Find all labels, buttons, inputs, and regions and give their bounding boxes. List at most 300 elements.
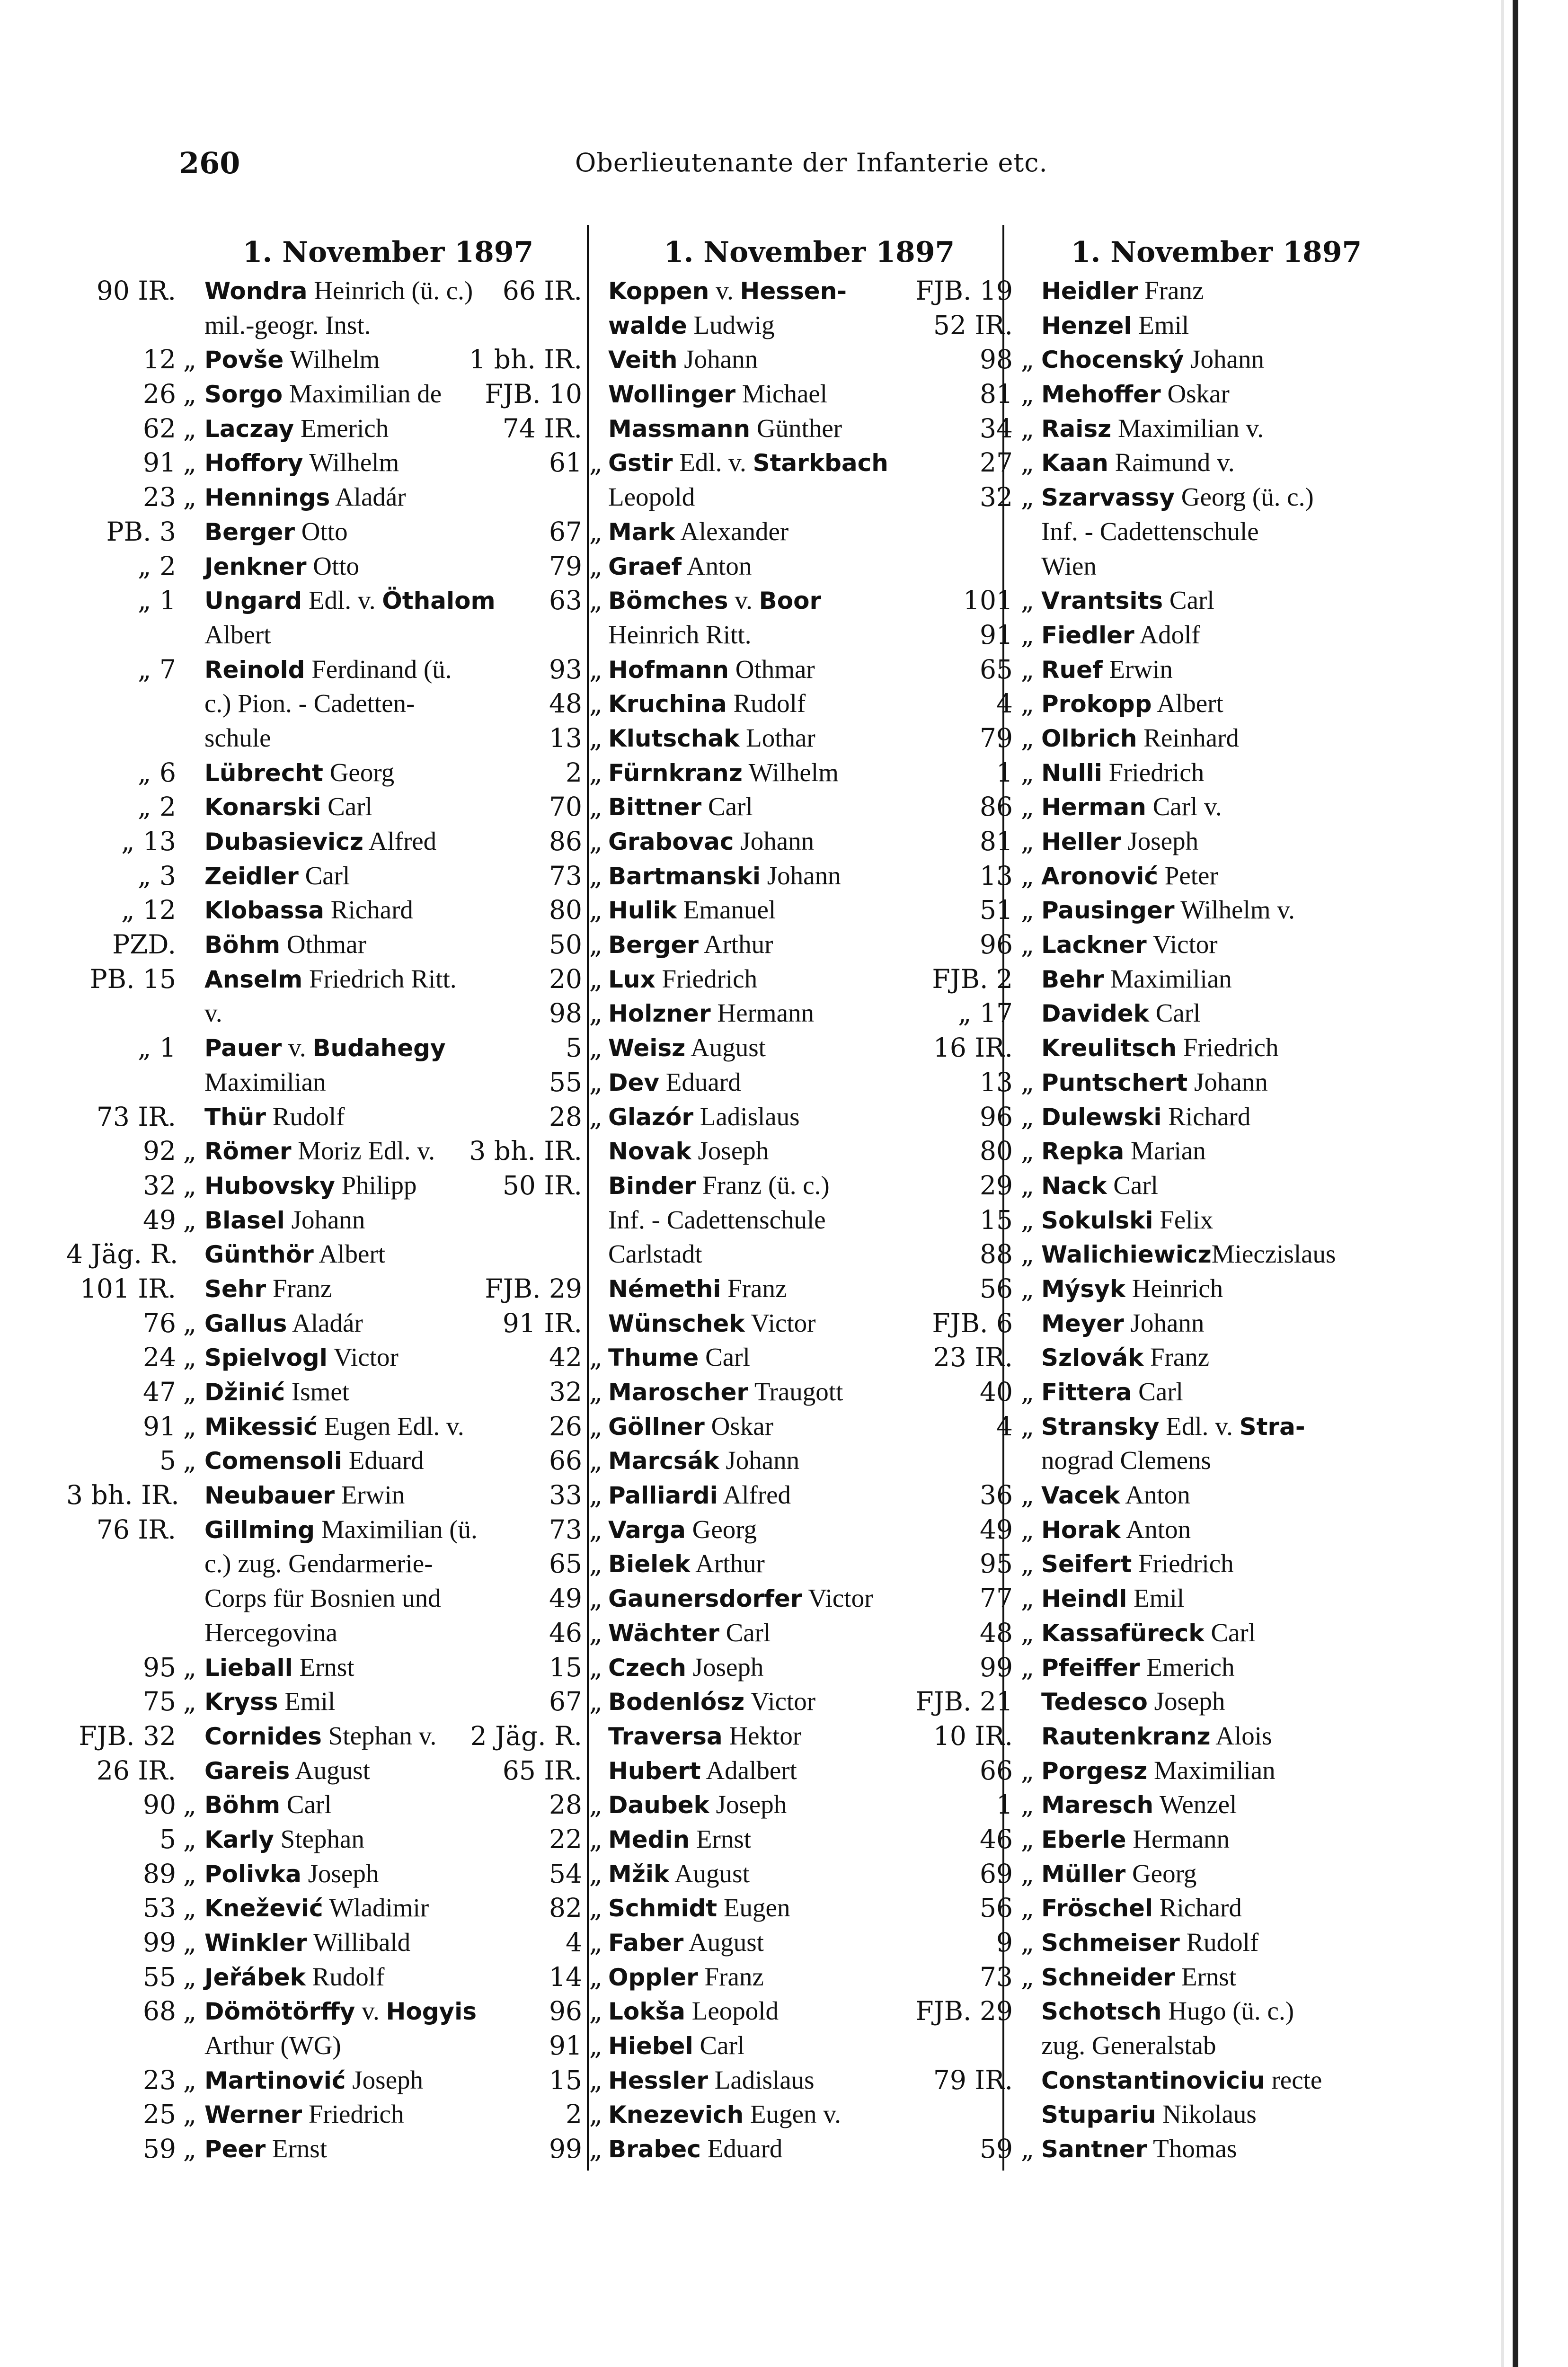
unit-label: 25 [143,2099,176,2130]
scan-edge-border [1513,0,1518,2367]
ditto-mark: „ [589,447,603,478]
unit-label: 4 [566,1927,582,1958]
surname: Müller [1041,1860,1126,1888]
list-item [895,1031,1505,1065]
list-item [895,1065,1505,1100]
unit-label: 4 [996,688,1013,719]
surname: Gallus [204,1309,287,1337]
entry-text [1041,411,1264,446]
entry-text [608,824,814,859]
entry-text [1041,377,1230,412]
unit-label: 49 [143,1204,176,1235]
surname: Heller [1041,828,1121,855]
entry-text [608,1203,826,1238]
unit-label: 32 [980,482,1013,513]
unit-label: 23 IR. [933,1342,1013,1373]
entry-text [1041,1203,1213,1238]
ditto-mark: „ [589,688,603,719]
unit-label: 81 [980,379,1013,409]
ditto-mark: „ [1020,379,1035,409]
unit-label: 89 [143,1858,176,1889]
list-item [895,1340,1505,1375]
unit-label: 73 [980,1961,1013,1992]
given-names: Johann [284,1205,365,1234]
entry-text [608,583,821,618]
given-names: v. [204,998,222,1028]
given-names: Friedrich [1177,1033,1279,1062]
list-item [895,1960,1505,1994]
surname: Džinić [204,1379,285,1406]
given-names: Reinhard [1137,723,1239,752]
surname: Rautenkranz [1041,1722,1211,1750]
ditto-mark: „ [183,1893,197,1923]
given-names: Moriz Edl. v. [291,1136,435,1166]
surname: Jenkner [204,552,307,580]
ditto-mark: „ [589,1927,603,1958]
surname: Heidler [1041,277,1138,305]
list-item [895,1513,1505,1547]
surname: Lieball [204,1654,293,1682]
unit-label: 27 [980,447,1013,478]
list-item [895,1994,1505,2029]
ditto-mark: „ [1020,1961,1035,1992]
given-names: Emerich [1140,1652,1235,1682]
given-names: Peter [1158,861,1218,890]
list-item [895,996,1505,1031]
given-names: Eduard [342,1446,424,1475]
surname: Martinović [204,2066,346,2094]
surname: Wollinger [608,381,736,409]
entry-text [608,1994,779,2029]
given-names: v. [728,586,759,615]
ditto-mark: „ [1020,1480,1035,1511]
ditto-mark: „ [183,482,197,513]
surname: Hofmann [608,656,729,684]
surname: Pauer [204,1034,282,1062]
ditto-mark: „ [589,895,603,925]
ditto-mark: „ [589,1961,603,1992]
predicate-name: Stra- [1239,1413,1305,1441]
surname: Bielek [608,1550,691,1578]
given-names: Ferdinand (ü. [305,654,452,684]
entry-text [1041,1925,1258,1960]
list-item [895,686,1505,721]
surname: Némethi [608,1275,721,1303]
unit-label: 99 [143,1927,176,1958]
unit-label: 33 [549,1480,582,1511]
given-names: Heinrich [1125,1273,1223,1303]
surname: Hulik [608,897,677,925]
ditto-mark: „ [589,757,603,788]
entry-text [204,686,415,721]
given-names: Franz [721,1273,787,1303]
ditto-mark: „ [589,1893,603,1923]
unit-label: 79 IR. [933,2064,1013,2095]
entry-text [608,2029,744,2064]
ditto-mark: „ [589,1858,603,1889]
entry-text [608,652,815,687]
given-names: Anton [682,551,752,580]
given-names: Eugen [717,1893,790,1922]
entry-text [204,2063,423,2098]
ditto-mark: „ [589,1342,603,1373]
entry-text [1041,1857,1196,1892]
surname: Fittera [1041,1379,1132,1406]
given-names: Ernst [266,2134,327,2163]
unit-label: 88 [980,1239,1013,1270]
entry-text [1041,859,1218,894]
unit-label: 70 [549,792,582,822]
entry-text [204,1306,363,1341]
ditto-mark: „ [1020,413,1035,444]
entry-text [608,1857,750,1892]
entry-text [1041,549,1097,584]
list-item [895,480,1505,515]
given-names: Carl [298,861,350,890]
unit-label: 96 [980,929,1013,960]
list-item [895,859,1505,893]
unit-label: FJB. 2 [932,963,1013,994]
unit-label: 26 [143,379,176,409]
surname: Wächter [608,1619,719,1647]
unit-label: FJB. 19 [915,276,1013,306]
given-names: Emil [1127,1584,1185,1613]
unit-label: 66 IR. [502,276,582,306]
surname: Fröschel [1041,1895,1153,1922]
unit-label: PB. 3 [106,516,176,547]
entry-text [608,1684,815,1719]
entry-text [1041,1237,1336,1272]
unit-label: 2 [566,2099,582,2130]
ditto-mark: „ [589,1548,603,1579]
ditto-mark: „ [183,1411,197,1442]
unit-label: 91 IR. [502,1308,582,1338]
unit-label: 24 [143,1342,176,1373]
ditto-mark: „ [1020,1617,1035,1648]
entry-text [1041,342,1264,377]
surname: Dubasievicz [204,828,363,855]
entry-text [1041,445,1235,481]
given-names: Wilhelm [283,345,380,374]
entry-text [204,721,271,756]
entry-text [1041,1100,1250,1135]
predicate-name: Öthalom [382,587,496,615]
given-names: mil.-geogr. Inst. [204,310,371,339]
ditto-mark: „ [589,826,603,856]
entry-text [608,1065,741,1100]
unit-label: 28 [549,1789,582,1820]
entry-text [608,1478,791,1513]
unit-label: 3 bh. IR. [469,1136,582,1166]
entry-text [204,2097,404,2132]
entry-text [1041,824,1198,859]
unit-label: FJB. 10 [485,379,582,409]
entry-text [608,515,788,550]
unit-label: 23 [143,482,176,513]
list-item [895,342,1505,377]
ditto-mark: „ [183,1377,197,1407]
list-item [895,1134,1505,1168]
surname: Zeidler [204,862,299,890]
unit-label: 56 [980,1273,1013,1304]
unit-label: 91 [980,619,1013,650]
unit-label: 5 [566,1032,582,1063]
ditto-mark: „ [589,1445,603,1476]
unit-label: 73 IR. [96,1101,176,1132]
surname: Marcsák [608,1447,719,1475]
ditto-mark: „ [589,722,603,753]
surname: Lokša [608,1998,685,2026]
surname: Fürnkranz [608,759,743,787]
list-item [895,1375,1505,1409]
predicate-name: Starkbach [753,449,888,477]
given-names: Johann [719,1446,800,1475]
unit-label: 54 [549,1858,582,1889]
unit-label: 76 [143,1308,176,1338]
given-names: Felix [1153,1205,1214,1234]
list-item [895,2097,1505,2132]
entry-text [1041,996,1200,1031]
ditto-mark: „ [589,1514,603,1545]
ditto-mark: „ [1020,1204,1035,1235]
entry-text [1041,1168,1158,1203]
surname: Stupariu [1041,2101,1156,2129]
given-names: Maximilian v. [1111,413,1264,443]
surname: Thume [608,1344,699,1372]
entry-text [204,1960,384,1995]
entry-text [608,1513,757,1548]
given-names: Friedrich [1102,757,1205,787]
unit-label: 40 [980,1377,1013,1407]
ditto-mark: „ [589,1377,603,1407]
unit-label: 13 [549,722,582,753]
surname: Ruef [1041,656,1103,684]
entry-text [204,377,442,412]
unit-label: PB. 15 [89,963,176,994]
ditto-mark: „ [589,551,603,581]
surname: Pausinger [1041,897,1175,925]
surname: Nack [1041,1172,1107,1200]
list-item [895,2063,1505,2098]
unit-label: 55 [143,1961,176,1992]
ditto-mark: „ [183,1927,197,1958]
ditto-mark: „ [1020,1411,1035,1442]
list-item [895,308,1505,343]
given-names: Joseph [691,1136,769,1166]
given-names: Maximilian [1147,1755,1276,1785]
unit-label: 46 [980,1824,1013,1854]
surname: Sokulski [1041,1206,1153,1234]
unit-label: 23 [143,2064,176,2095]
entry-text [1041,1753,1276,1789]
given-names: Arthur [699,930,773,959]
entry-text [204,515,348,550]
ditto-mark: „ [183,1686,197,1717]
ditto-mark: „ [589,2064,603,2095]
unit-label: 34 [980,413,1013,444]
given-names: Joseph [686,1652,764,1682]
surname: Bittner [608,793,702,821]
surname: Blasel [204,1206,285,1234]
surname: Stransky [1041,1413,1160,1441]
surname: Herman [1041,793,1146,821]
entry-text [1041,1375,1183,1410]
unit-label: 13 [980,860,1013,891]
surname: Repka [1041,1138,1125,1166]
entry-text [204,756,394,791]
unit-label: 26 [549,1411,582,1442]
surname: Glazór [608,1103,694,1131]
list-item [895,1443,1505,1478]
ditto-mark: „ [589,2030,603,2061]
entry-text [1041,686,1223,721]
given-names: Thomas [1147,2134,1237,2163]
ditto-mark: „ [1020,1514,1035,1545]
unit-label: 65 [549,1548,582,1579]
given-names: Maximilian [1104,964,1232,993]
ditto-mark: „ [183,379,197,409]
given-names: Nikolaus [1156,2100,1257,2129]
surname: Nulli [1041,759,1102,787]
unit-label: 1 [996,1789,1013,1820]
given-names: August [669,1859,750,1888]
entry-text [204,1547,433,1582]
given-names: Maximilian (ü. [315,1514,478,1544]
entry-text [608,1719,801,1754]
given-names: Albert [1152,689,1223,718]
surname: Sorgo [204,381,283,409]
list-item [895,411,1505,446]
list-item [895,445,1505,480]
unit-label: 4 Jäg. R. [66,1239,178,1270]
unit-label: 96 [980,1101,1013,1132]
unit-label: 91 [549,2030,582,2061]
given-names: Victor [327,1343,399,1372]
surname: Henzel [1041,311,1132,339]
entry-text [608,859,841,894]
given-names: Erwin [1102,654,1173,684]
surname: Aronović [1041,862,1159,890]
unit-label: 10 IR. [933,1720,1013,1751]
surname: Chocenský [1041,346,1184,374]
ditto-mark: „ [183,1858,197,1889]
given-names: Günther [750,413,842,443]
entry-text [204,1753,370,1789]
surname: Veith [608,346,678,374]
given-names: Carl [1132,1377,1183,1406]
surname: Raisz [1041,415,1112,443]
list-item [895,1272,1505,1306]
surname: Dulewski [1041,1103,1162,1131]
entry-text [204,1581,441,1616]
given-names: Victor [744,1308,816,1337]
unit-label: 15 [549,2064,582,2095]
entry-text [1041,1684,1225,1719]
surname: Behr [1041,965,1104,993]
list-item [895,1306,1505,1341]
ditto-mark: „ [1020,826,1035,856]
given-names: Otto [306,551,360,580]
unit-label: 16 IR. [933,1032,1013,1063]
surname: Klutschak [608,724,740,752]
given-names: Ernst [292,1652,354,1682]
entry-text [608,1134,769,1169]
ditto-mark: „ [1020,688,1035,719]
surname: Werner [204,2101,302,2129]
unit-label: 67 [549,1686,582,1717]
given-names: recte [1265,2065,1322,2094]
entry-text [204,308,371,343]
given-names: Victor [744,1687,816,1716]
surname: Jeřábek [204,1963,306,1991]
given-names: Albert [204,620,271,649]
unit-label: 96 [549,1996,582,2027]
given-names: Inf. - Cadettenschule [608,1205,826,1234]
given-names: v. [282,1033,313,1062]
unit-label: 5 [159,1824,176,1854]
given-names: Maximilian [204,1067,326,1096]
entry-text [1041,480,1314,515]
ditto-mark: „ [589,1686,603,1717]
surname: Lux [608,965,656,993]
unit-label: „ 3 [138,860,176,891]
unit-label: 59 [143,2134,176,2164]
given-names: Lothar [739,723,815,752]
surname: Fiedler [1041,621,1134,649]
ditto-mark: „ [1020,1548,1035,1579]
given-names: Eugen v. [744,2100,841,2129]
list-item [895,721,1505,756]
unit-label: 92 [143,1136,176,1166]
entry-text [608,1409,773,1444]
unit-label: 15 [549,1652,582,1682]
list-item [895,824,1505,859]
column-3-list [895,274,1505,2166]
given-names: Franz [266,1273,332,1303]
entry-text [1041,790,1222,825]
unit-label: 46 [549,1617,582,1648]
list-item [895,1822,1505,1857]
entry-text [1041,962,1232,997]
ditto-mark: „ [183,344,197,375]
ditto-mark: „ [1020,1067,1035,1097]
given-names: Edl. v. [673,448,753,477]
surname: Kruchina [608,690,727,718]
given-names: v. [355,1996,386,2026]
given-names: Rudolf [305,1962,385,1991]
entry-text [204,1650,354,1685]
unit-label: „ 13 [121,826,176,856]
entry-text [204,1031,446,1066]
given-names: Friedrich [655,964,758,993]
entry-text [1041,893,1295,928]
entry-text [1041,1340,1209,1375]
given-names: Ernst [690,1824,752,1853]
entry-text [204,342,380,377]
entry-text [1041,1719,1272,1754]
given-names: Albert [313,1239,385,1269]
unit-label: „ 1 [138,585,176,616]
predicate-name: Budahegy [312,1034,446,1062]
list-item [895,1581,1505,1616]
given-names: Franz [1143,1343,1210,1372]
entry-text [1041,1306,1204,1341]
entry-text [1041,308,1189,343]
entry-text [1041,652,1173,687]
entry-text [1041,1513,1191,1548]
ditto-mark: „ [183,1170,197,1201]
entry-text [1041,1616,1256,1651]
